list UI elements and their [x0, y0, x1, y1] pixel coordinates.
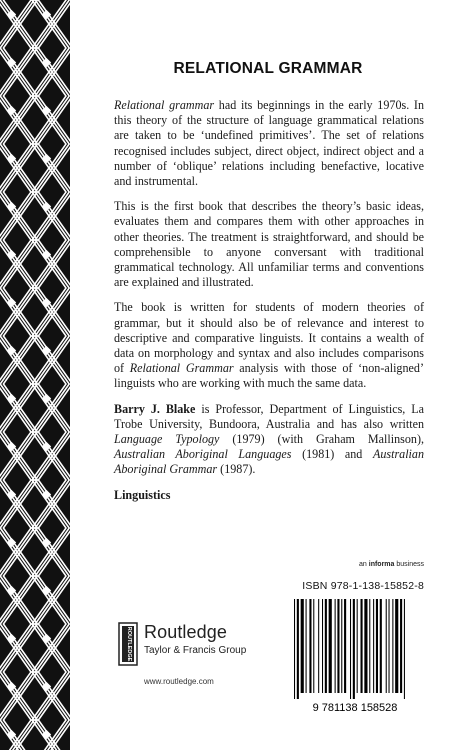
paragraph-intro: Relational grammar had its beginnings in the early 1970s. In this theory of the structure of language grammatical relations are taken to be ‘undefined primitives’. The set of relations recognised includes subject, direct object, indirect object and a number of ‘oblique’ relations including benefactive, locative and instrumental. [114, 98, 424, 189]
barcode-icon [286, 597, 424, 715]
paragraph-author: Barry J. Blake is Professor, Department of Linguistics, La Trobe University, Bundoora, Australia and has also written Language Typology (1979) (with Graham Mallinson), Australian Aboriginal Languages (1981) and Australian Aboriginal Grammar (1987). [114, 401, 425, 477]
author-name: Barry J. Blake [114, 401, 196, 416]
publisher-logo [118, 620, 288, 672]
subject-category: Linguistics [114, 487, 171, 502]
publisher-group: Taylor & Francis Group [144, 645, 247, 656]
isbn-text: ISBN 978-1-138-15852-8 [302, 580, 424, 592]
publisher-name: Routledge [144, 622, 227, 642]
publisher-url: www.routledge.com [144, 677, 214, 686]
blurb-text [114, 98, 424, 513]
informa-business-text: an informa business [359, 561, 424, 568]
svg-text:ROUTLEDGE: ROUTLEDGE [126, 626, 132, 662]
zigzag-pattern [0, 0, 70, 750]
decorative-pattern-strip [0, 0, 70, 750]
barcode-number: 9 781138 158528 [312, 702, 398, 714]
italic-term: Relational grammar [114, 98, 215, 112]
routledge-logo-icon [118, 622, 138, 666]
book-title: RELATIONAL GRAMMAR [173, 60, 363, 77]
paragraph-first-book: This is the first book that describes the theory’s basic ideas, evaluates them and compares them with other approaches in other theories. The treatment is straightforward, and should be comprehensible to anyone conversant with traditional grammatical technology. All unfamiliar terms and conventions are explained and illustrated. [114, 199, 424, 290]
paragraph-audience: The book is written for students of modern theories of grammar, but it should also be of relevance and interest to descriptive and comparative linguists. It contains a wealth of data on morphology and syntax and also includes comparisons of Relational Grammar analysis with those of ‘non-aligned’ linguists who are working with much the same data. [114, 300, 424, 391]
